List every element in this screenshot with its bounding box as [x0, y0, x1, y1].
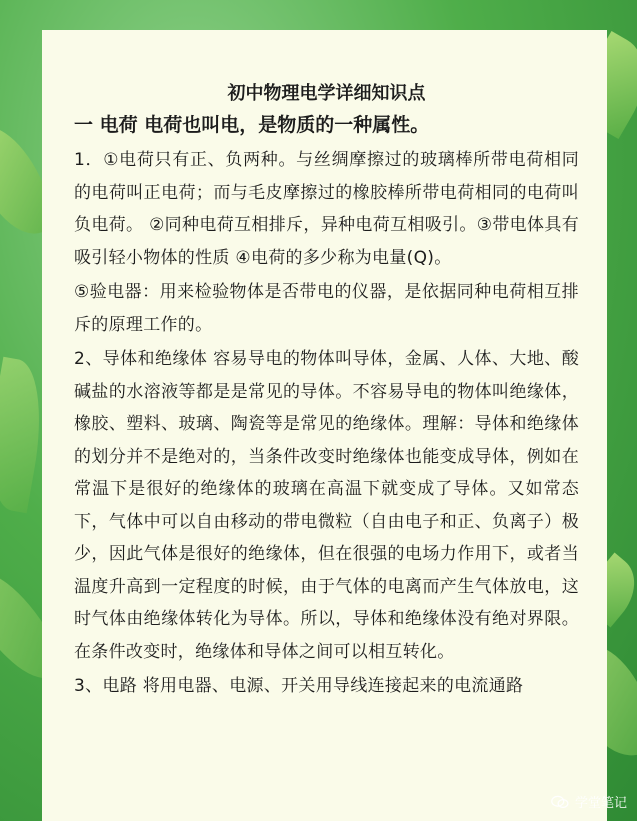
document-content [74, 80, 579, 705]
watermark [551, 792, 627, 811]
page-title: 初中物理电学详细知识点 [227, 83, 426, 104]
watermark-text: 学堂笔记 [574, 796, 627, 811]
section-heading: 一 电荷 电荷也叫电，是物质的一种属性。 [74, 114, 430, 136]
wechat-icon [551, 795, 569, 809]
paragraph-electroscope: ⑤验电器：用来检验物体是否带电的仪器，是依据同种电荷相互排斥的原理工作的。 [74, 282, 579, 335]
paragraph-circuit: 3、电路 将用电器、电源、开关用导线连接起来的电流通路 [74, 676, 524, 696]
paragraph-charge: 1．①电荷只有正、负两种。与丝绸摩擦过的玻璃棒所带电荷相同的电荷叫正电荷；而与毛皮摩擦过的橡胶棒所带电荷相同的电荷叫负电荷。 ②同种电荷互相排斥，异种电荷互相吸引。③带电体具有吸引轻小物体的性质 ④电荷的多少称为电量(Q)。 [74, 150, 579, 268]
paragraph-conductors: 2、导体和绝缘体 容易导电的物体叫导体，金属、人体、大地、酸碱盐的水溶液等都是是常见的导体。不容易导电的物体叫绝缘体，橡胶、塑料、玻璃、陶瓷等是常见的绝缘体。理解：导体和绝缘体的划分并不是绝对的，当条件改变时绝缘体也能变成导体，例如在常温下是很好的绝缘体的玻璃在高温下就变成了导体。又如常态下，气体中可以自由移动的带电微粒（自由电子和正、负离子）极少，因此气体是很好的绝缘体，但在很强的电场力作用下，或者当温度升高到一定程度的时候，由于气体的电离而产生气体放电，这时气体由绝缘体转化为导体。所以，导体和绝缘体没有绝对界限。在条件改变时，绝缘体和导体之间可以相互转化。 [74, 349, 579, 662]
